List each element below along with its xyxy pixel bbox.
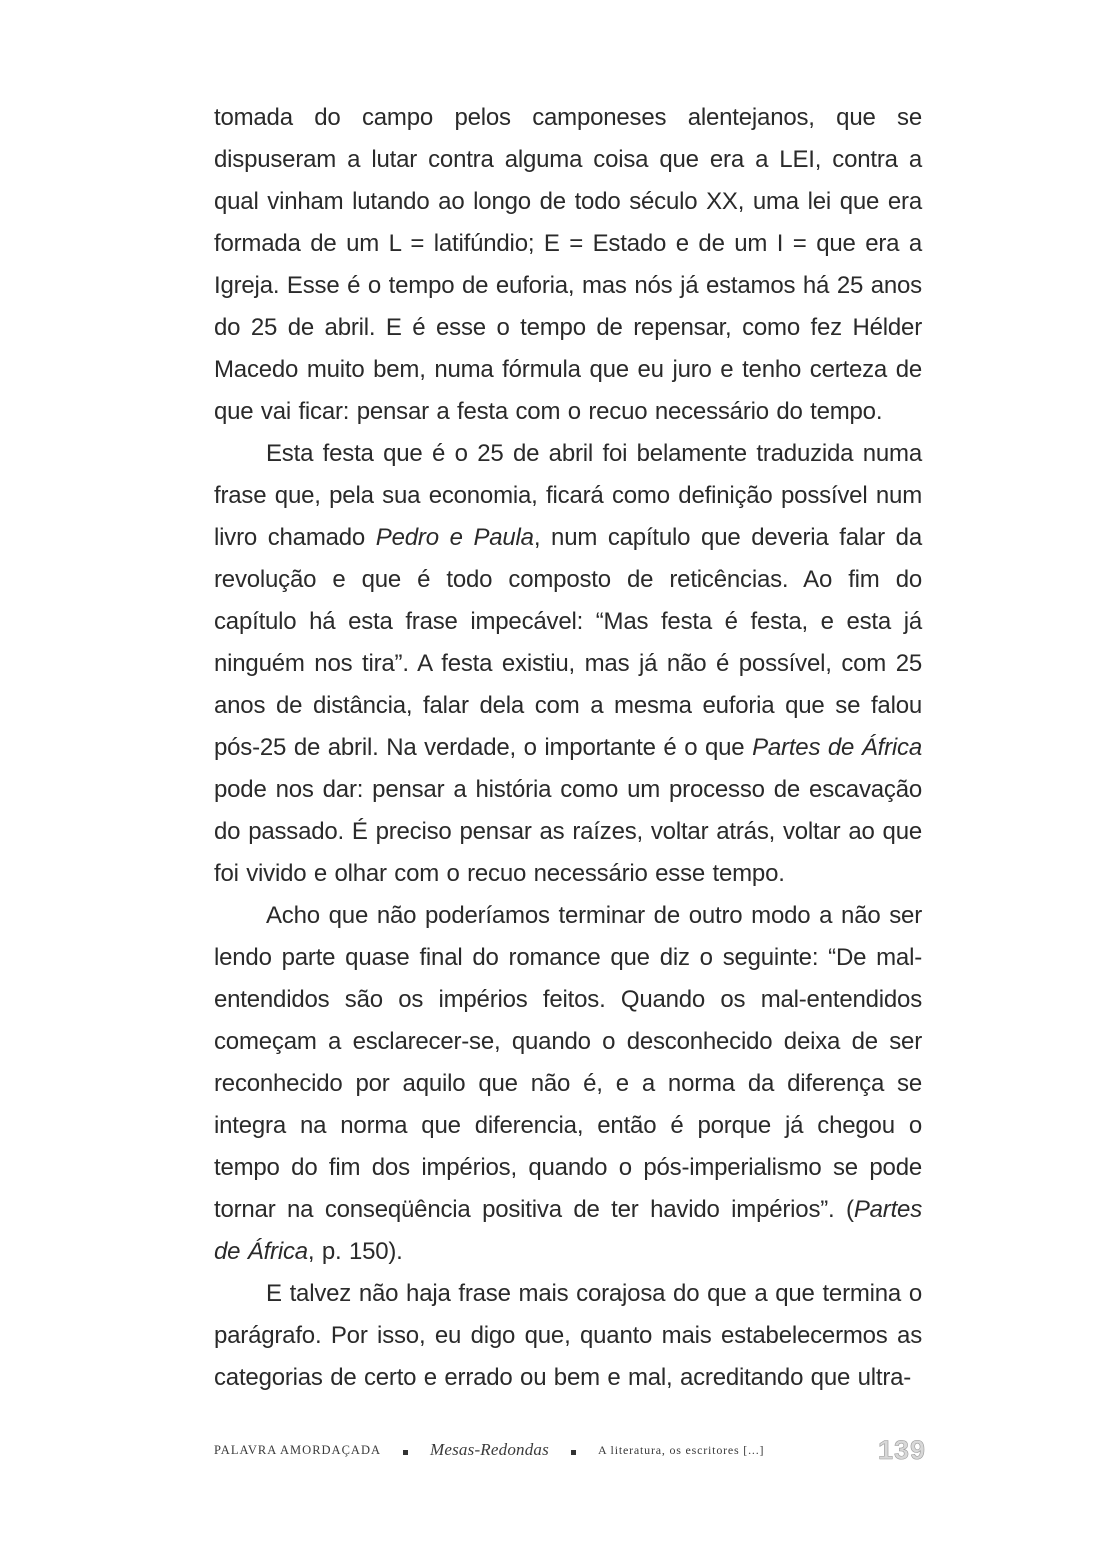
paragraph-2-text-a: Esta festa que é o 25 de abril foi belamente traduzida numa frase que, pela sua economia, ficará como definição possível num livro chamado [214, 440, 922, 551]
paragraph-4-text: E talvez não haja frase mais corajosa do que a que termina o parágrafo. Por isso, eu digo que, quanto mais estabelecermos as categorias de certo e errado ou bem e mal, acreditando que ultra- [214, 1280, 922, 1391]
footer-book-title: PALAVRA AMORDAÇADA [214, 1442, 381, 1457]
body-text [214, 97, 922, 1399]
footer-section-title: Mesas-Redondas [430, 1440, 549, 1459]
paragraph-2-text-e: pode nos dar: pensar a história como um processo de escavação do passado. É preciso pensar as raízes, voltar atrás, voltar ao que foi vivido e olhar com o recuo necessário esse tempo. [214, 776, 922, 887]
book-title-pedro-e-paula: Pedro e Paula [375, 524, 534, 551]
paragraph-1 [214, 97, 922, 433]
page-number: 139 [877, 1434, 926, 1465]
footer-chapter-title: A literatura, os escritores [...] [597, 1442, 765, 1457]
book-title-partes-de-africa: Partes de África [752, 734, 922, 761]
citation-book-title: Partes de África [214, 1196, 922, 1265]
footer-separator-bullet [571, 1450, 576, 1455]
page-footer [214, 1430, 926, 1470]
paragraph-3-text-c: , p. 150). [307, 1238, 403, 1265]
paragraph-2-text-c: , num capítulo que deveria falar da revolução e que é todo composto de reticências. Ao fim do capítulo há esta frase impecável: “Mas festa é festa, e esta já ninguém nos tira”. A festa existiu, mas já não é possível, com 25 anos de distância, falar dela com a mesma euforia que se falou pós-25 de abril. Na verdade, o importante é o que [214, 524, 922, 761]
paragraph-2 [214, 433, 922, 895]
footer-separator-bullet [403, 1450, 408, 1455]
paragraph-3-text-a: Acho que não poderíamos terminar de outro modo a não ser lendo parte quase final do romance que diz o seguinte: “De mal-entendidos são os impérios feitos. Quando os mal-entendidos começam a esclarecer-se, quando o desconhecido deixa de ser reconhecido por aquilo que não é, e a norma da diferença se integra na norma que diferencia, então é porque já chegou o tempo do fim dos impérios, quando o pós-imperialismo se pode tornar na conseqüência positiva de ter havido impérios”. ( [214, 902, 922, 1223]
paragraph-1-text: tomada do campo pelos camponeses alentejanos, que se dispuseram a lutar contra alguma coisa que era a LEI, contra a qual vinham lutando ao longo de todo século XX, uma lei que era formada de um L = latifúndio; E = Estado e de um I = que era a Igreja. Esse é o tempo de euforia, mas nós já estamos há 25 anos do 25 de abril. E é esse o tempo de repensar, como fez Hélder Macedo muito bem, numa fórmula que eu juro e tenho certeza de que vai ficar: pensar a festa com o recuo necessário do tempo. [214, 104, 922, 425]
paragraph-4 [214, 1273, 922, 1399]
paragraph-3 [214, 895, 922, 1273]
